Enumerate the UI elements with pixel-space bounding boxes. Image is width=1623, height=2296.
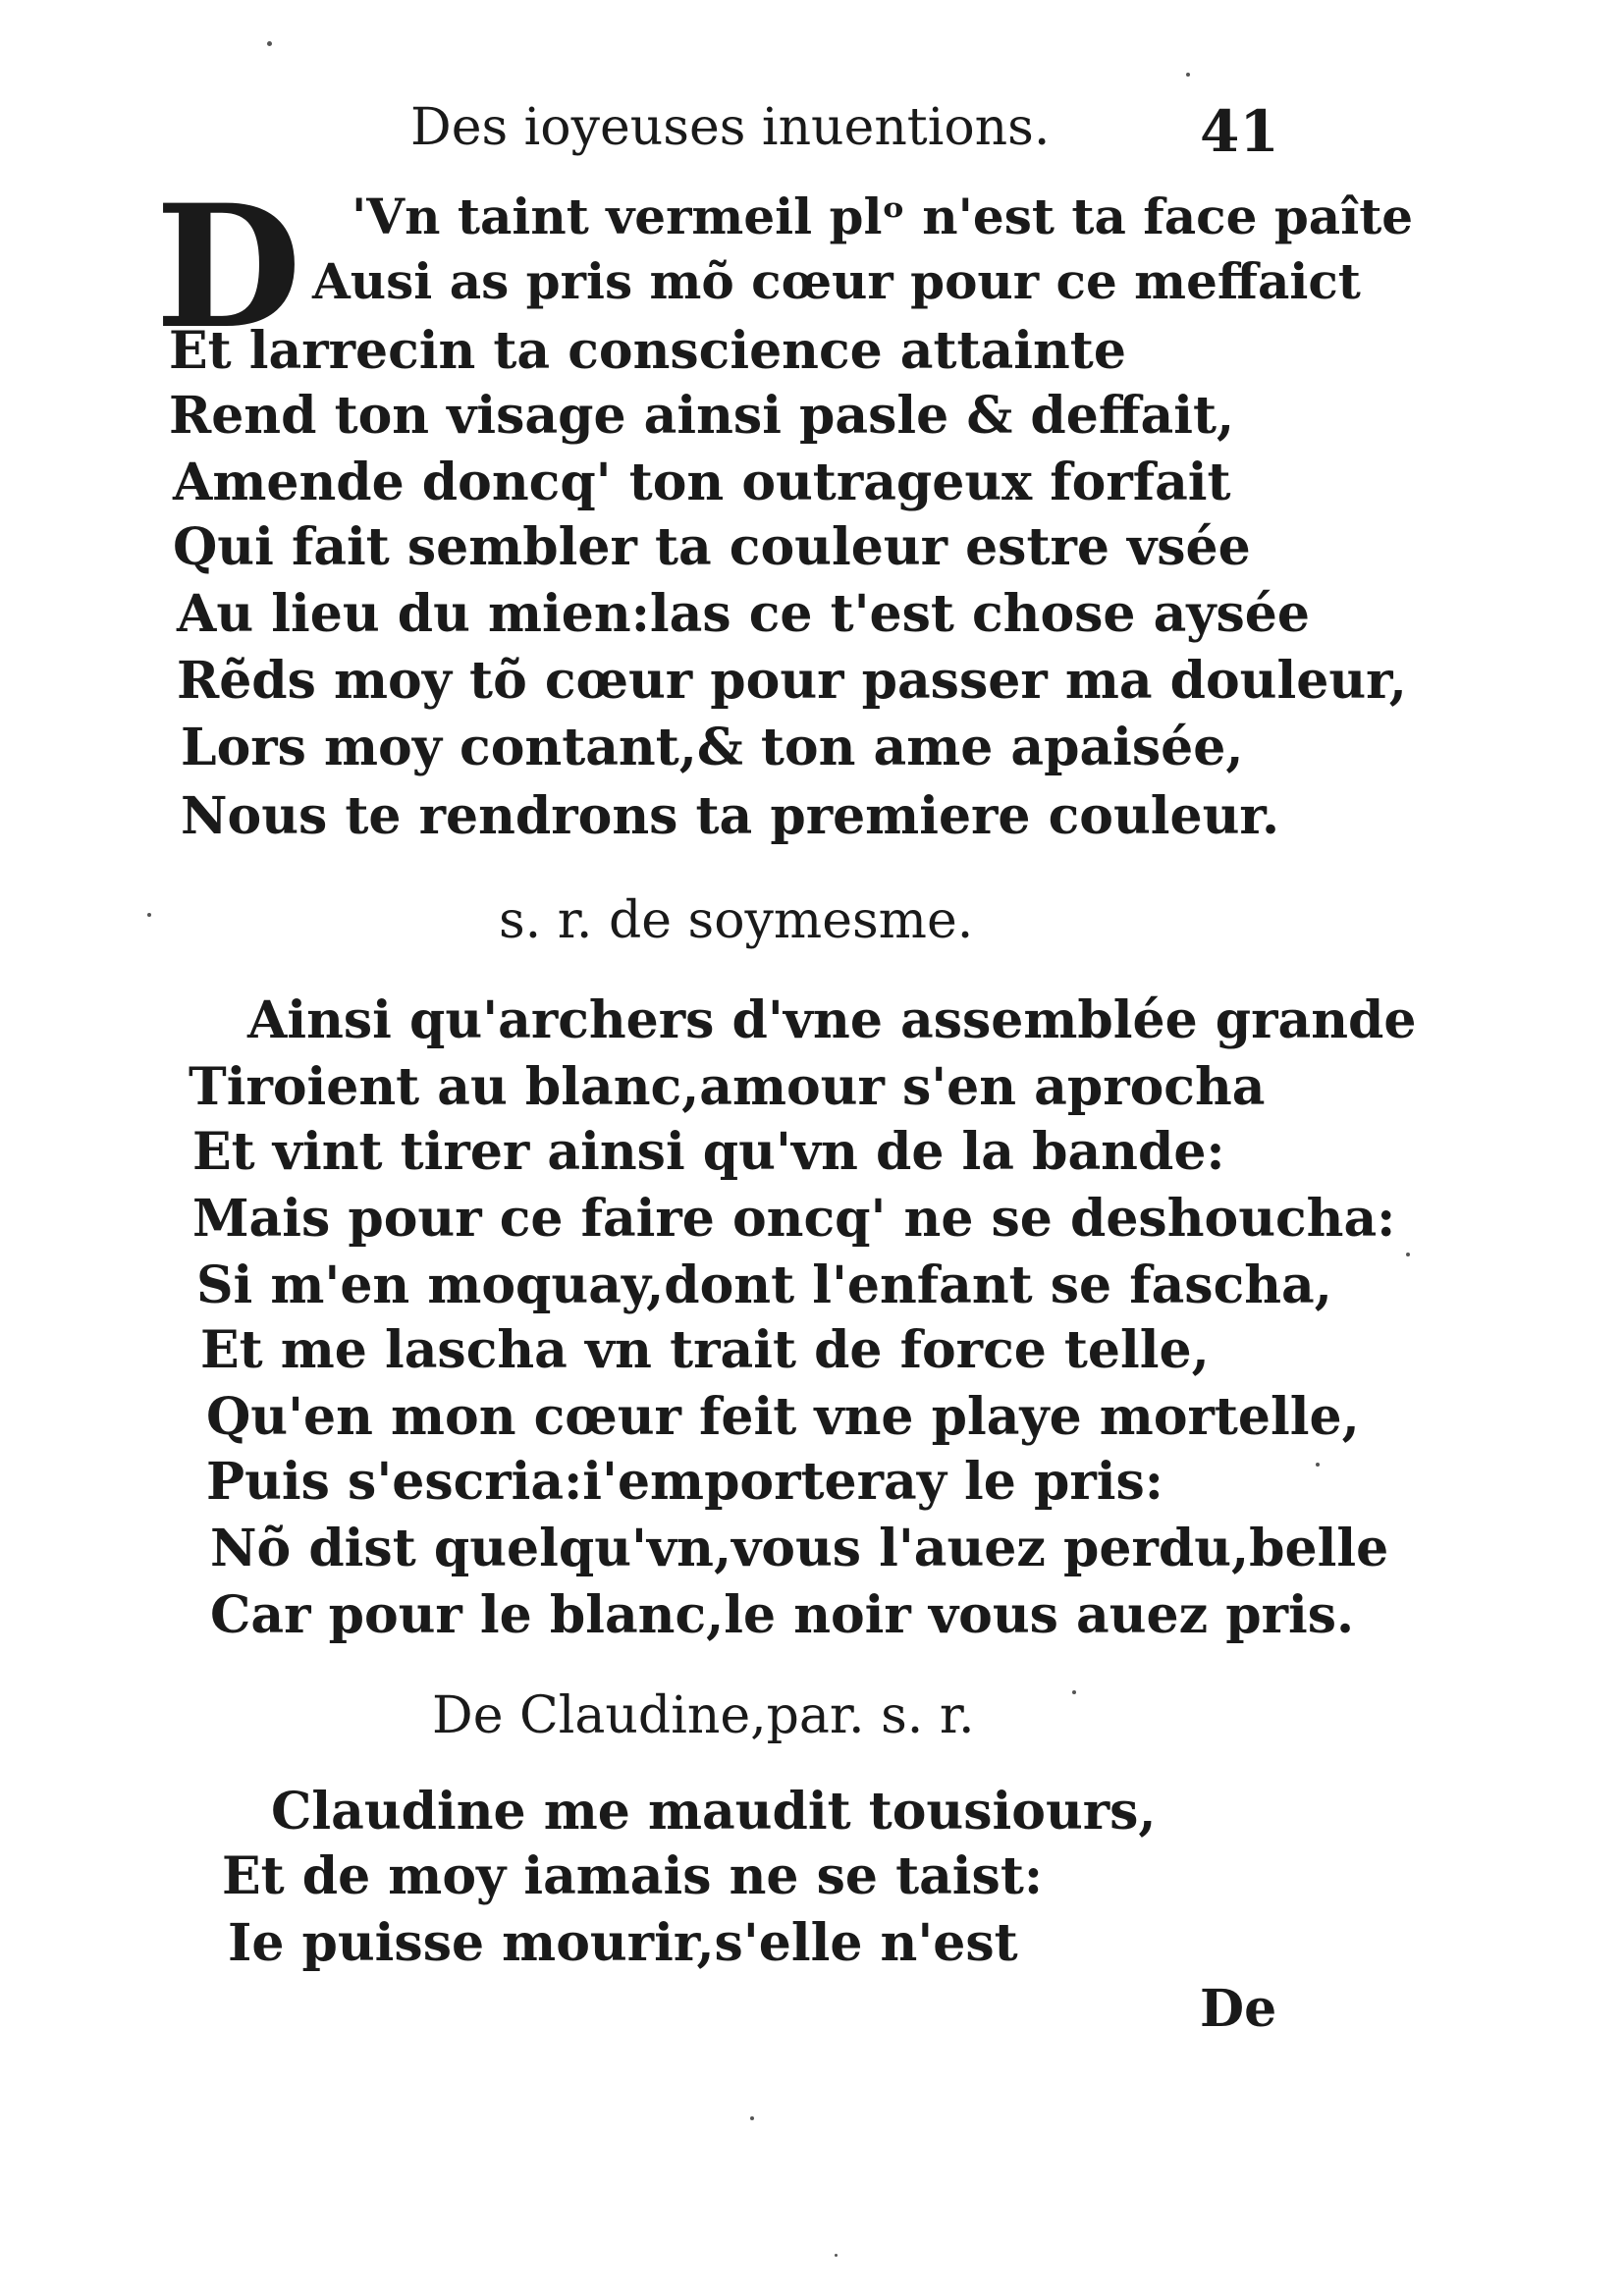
scan-speck: [267, 41, 272, 46]
poem2-line-7: Qu'en mon cœur feit vne playe mortelle,: [206, 1387, 1360, 1447]
poem2-line-4: Mais pour ce faire oncq' ne se deshoucha:: [192, 1189, 1396, 1249]
poem1-line-6: Qui fait sembler ta couleur estre vsée: [173, 517, 1251, 577]
poem2-line-9: Nõ dist quelqu'vn,vous l'auez perdu,belle: [210, 1519, 1389, 1578]
poem2-line-10: Car pour le blanc,le noir vous auez pris.: [210, 1585, 1355, 1645]
poem1-line-10: Nous te rendrons ta premiere couleur.: [181, 786, 1280, 846]
scan-speck: [1186, 73, 1190, 77]
poem2-line-5: Si m'en moquay,dont l'enfant se fascha,: [196, 1255, 1332, 1315]
poem1-line-8: Rẽds moy tõ cœur pour passer ma douleur,: [177, 651, 1407, 711]
poem2-line-2: Tiroient au blanc,amour s'en aprocha: [189, 1057, 1266, 1117]
poem2-line-8: Puis s'escria:i'emporteray le pris:: [206, 1452, 1163, 1512]
poem2-line-6: Et me lascha vn trait de force telle,: [200, 1320, 1210, 1380]
poem3-line-2: Et de moy iamais ne se taist:: [222, 1846, 1044, 1906]
poem2-heading: s. r. de soymesme.: [499, 891, 974, 950]
poem1-line-3: Et larrecin ta conscience attainte: [169, 321, 1126, 381]
poem1-line-4: Rend ton visage ainsi pasle & deffait,: [169, 386, 1235, 446]
poem1-line-9: Lors moy contant,& ton ame apaisée,: [181, 718, 1244, 777]
drop-capital: D: [155, 167, 302, 366]
scan-speck: [1316, 1463, 1320, 1467]
poem1-line-5: Amende doncq' ton outrageux forfait: [173, 453, 1231, 512]
poem1-line-1: 'Vn taint vermeil plᵒ n'est ta face paîte: [352, 187, 1414, 245]
poem2-line-1: Ainsi qu'archers d'vne assemblée grande: [247, 990, 1417, 1050]
poem3-line-3: Ie puisse mourir,s'elle n'est: [228, 1913, 1018, 1973]
scan-speck: [750, 2116, 754, 2120]
scan-speck: [1406, 1253, 1410, 1256]
scan-speck: [835, 2254, 838, 2257]
scan-speck: [1072, 1690, 1076, 1694]
poem3-line-1: Claudine me maudit tousiours,: [271, 1782, 1157, 1842]
poem3-heading: De Claudine,par. s. r.: [432, 1686, 975, 1745]
page-number: 41: [1200, 98, 1279, 165]
poem1-line-2: Ausi as pris mõ cœur pour ce meffaict: [312, 252, 1361, 310]
poem1-line-7: Au lieu du mien:las ce t'est chose aysée: [177, 584, 1310, 644]
running-title: Des ioyeuses inuentions.: [410, 98, 1051, 157]
scan-speck: [147, 913, 151, 917]
catchword: De: [1200, 1979, 1277, 2039]
poem2-line-3: Et vint tirer ainsi qu'vn de la bande:: [192, 1122, 1225, 1182]
